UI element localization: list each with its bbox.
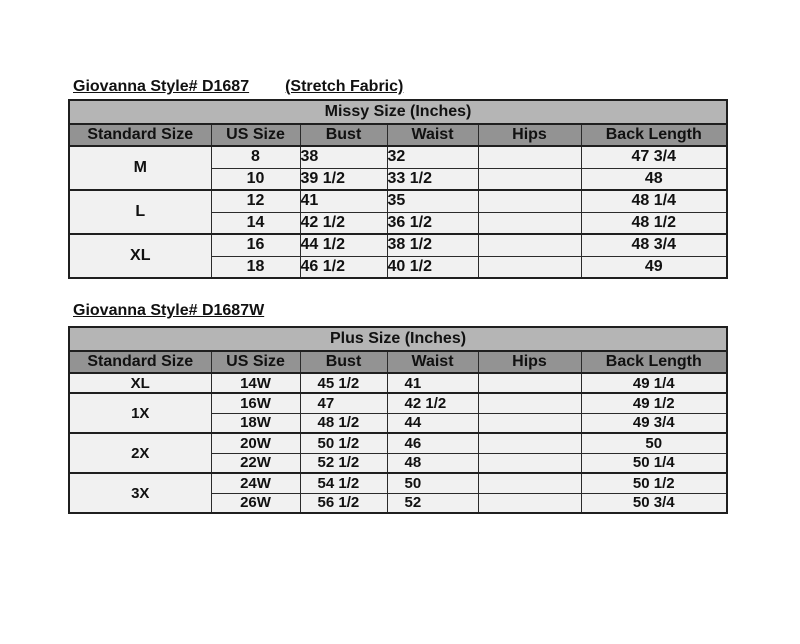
- waist-cell: 52: [387, 493, 478, 513]
- standard-size-cell: L: [69, 190, 211, 234]
- us-cell: 14: [211, 212, 300, 234]
- missy-size-table: [68, 99, 728, 279]
- us-cell: 22W: [211, 453, 300, 473]
- bust-cell: 44 1/2: [300, 234, 387, 256]
- standard-size-cell: 2X: [69, 433, 211, 473]
- waist-cell: 38 1/2: [387, 234, 478, 256]
- bust-cell: 46 1/2: [300, 256, 387, 278]
- table-caption: Missy Size (Inches): [69, 100, 727, 124]
- table-caption: Plus Size (Inches): [69, 327, 727, 351]
- bust-cell: 38: [300, 146, 387, 168]
- hips-cell: [478, 146, 581, 168]
- us-cell: 26W: [211, 493, 300, 513]
- us-cell: 8: [211, 146, 300, 168]
- hips-cell: [478, 493, 581, 513]
- column-header-back-length: Back Length: [581, 124, 727, 146]
- bust-cell: 48 1/2: [300, 413, 387, 433]
- missy-size-table-body: [69, 146, 727, 278]
- waist-cell: 41: [387, 373, 478, 393]
- hips-cell: [478, 453, 581, 473]
- column-header-row: [69, 124, 727, 146]
- us-cell: 18: [211, 256, 300, 278]
- back-cell: 48 1/4: [581, 190, 727, 212]
- standard-size-cell: XL: [69, 373, 211, 393]
- column-header-bust: Bust: [300, 124, 387, 146]
- hips-cell: [478, 393, 581, 413]
- waist-cell: 35: [387, 190, 478, 212]
- back-cell: 48 1/2: [581, 212, 727, 234]
- waist-cell: 36 1/2: [387, 212, 478, 234]
- hips-cell: [478, 413, 581, 433]
- us-cell: 10: [211, 168, 300, 190]
- standard-size-cell: 3X: [69, 473, 211, 513]
- waist-cell: 40 1/2: [387, 256, 478, 278]
- bust-cell: 41: [300, 190, 387, 212]
- hips-cell: [478, 168, 581, 190]
- back-cell: 47 3/4: [581, 146, 727, 168]
- us-cell: 16W: [211, 393, 300, 413]
- us-cell: 16: [211, 234, 300, 256]
- standard-size-cell: XL: [69, 234, 211, 278]
- back-cell: 50 1/4: [581, 453, 727, 473]
- hips-cell: [478, 212, 581, 234]
- waist-cell: 48: [387, 453, 478, 473]
- us-cell: 20W: [211, 433, 300, 453]
- back-cell: 50 3/4: [581, 493, 727, 513]
- column-header-us-size: US Size: [211, 351, 300, 373]
- us-cell: 18W: [211, 413, 300, 433]
- table-caption-row: [69, 100, 727, 124]
- table-row: [69, 433, 727, 453]
- hips-cell: [478, 256, 581, 278]
- waist-cell: 46: [387, 433, 478, 453]
- column-header-bust: Bust: [300, 351, 387, 373]
- chart-title-missy: [73, 78, 726, 96]
- standard-size-cell: M: [69, 146, 211, 190]
- bust-cell: 54 1/2: [300, 473, 387, 493]
- document-content: [68, 78, 726, 514]
- hips-cell: [478, 234, 581, 256]
- fabric-note: (Stretch Fabric): [285, 78, 404, 95]
- waist-cell: 50: [387, 473, 478, 493]
- column-header-waist: Waist: [387, 351, 478, 373]
- back-cell: 49: [581, 256, 727, 278]
- back-cell: 48 3/4: [581, 234, 727, 256]
- column-header-hips: Hips: [478, 351, 581, 373]
- plus-size-table: [68, 326, 728, 514]
- us-cell: 12: [211, 190, 300, 212]
- column-header-back-length: Back Length: [581, 351, 727, 373]
- hips-cell: [478, 190, 581, 212]
- waist-cell: 33 1/2: [387, 168, 478, 190]
- hips-cell: [478, 373, 581, 393]
- style-number-missy: Giovanna Style# D1687: [73, 78, 250, 95]
- back-cell: 50 1/2: [581, 473, 727, 493]
- back-cell: 49 1/2: [581, 393, 727, 413]
- column-header-standard-size: Standard Size: [69, 124, 211, 146]
- table-row: [69, 373, 727, 393]
- back-cell: 48: [581, 168, 727, 190]
- column-header-standard-size: Standard Size: [69, 351, 211, 373]
- waist-cell: 44: [387, 413, 478, 433]
- table-row: [69, 146, 727, 168]
- table-row: [69, 234, 727, 256]
- back-cell: 49 1/4: [581, 373, 727, 393]
- bust-cell: 39 1/2: [300, 168, 387, 190]
- bust-cell: 42 1/2: [300, 212, 387, 234]
- style-number-plus: Giovanna Style# D1687W: [73, 302, 265, 319]
- table-row: [69, 190, 727, 212]
- waist-cell: 42 1/2: [387, 393, 478, 413]
- waist-cell: 32: [387, 146, 478, 168]
- standard-size-cell: 1X: [69, 393, 211, 433]
- column-header-us-size: US Size: [211, 124, 300, 146]
- table-row: [69, 393, 727, 413]
- back-cell: 49 3/4: [581, 413, 727, 433]
- back-cell: 50: [581, 433, 727, 453]
- hips-cell: [478, 473, 581, 493]
- bust-cell: 47: [300, 393, 387, 413]
- column-header-hips: Hips: [478, 124, 581, 146]
- chart-title-plus: [73, 302, 726, 320]
- plus-size-table-body: [69, 373, 727, 513]
- bust-cell: 45 1/2: [300, 373, 387, 393]
- table-caption-row: [69, 327, 727, 351]
- bust-cell: 50 1/2: [300, 433, 387, 453]
- bust-cell: 52 1/2: [300, 453, 387, 473]
- us-cell: 14W: [211, 373, 300, 393]
- table-row: [69, 473, 727, 493]
- bust-cell: 56 1/2: [300, 493, 387, 513]
- us-cell: 24W: [211, 473, 300, 493]
- column-header-waist: Waist: [387, 124, 478, 146]
- hips-cell: [478, 433, 581, 453]
- column-header-row: [69, 351, 727, 373]
